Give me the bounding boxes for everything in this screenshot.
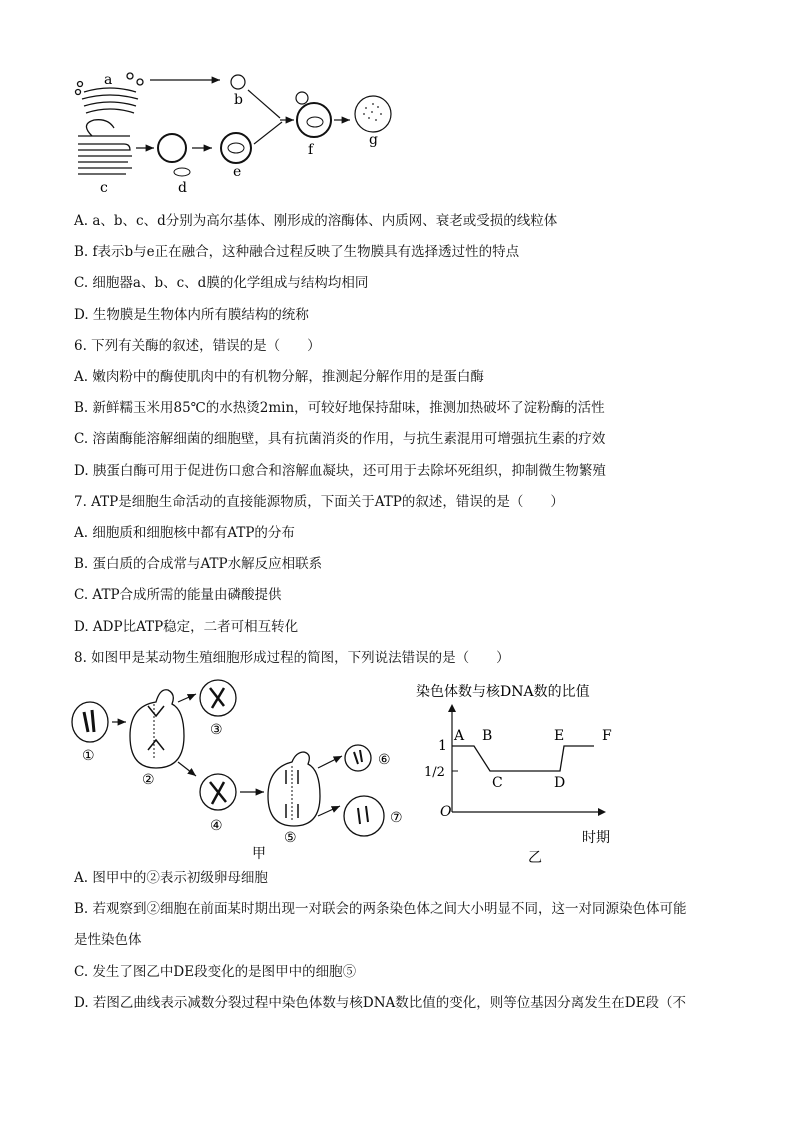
q7-option-c: C. ATP合成所需的能量由磷酸提供 <box>74 587 282 603</box>
cell-label-1: ① <box>82 748 95 764</box>
meiosis-diagram-jia <box>68 676 418 866</box>
autophagosome-d <box>158 134 186 162</box>
cell-1 <box>72 702 108 742</box>
q8-option-b: B. 若观察到②细胞在前面某时期出现一对联会的两条染色体之间大小明显不同，这一对同源染色体可能 <box>74 901 687 917</box>
chart-title: 染色体数与核DNA数的比值 <box>416 684 590 700</box>
label-d: d <box>178 180 187 196</box>
fusion-f <box>297 103 331 137</box>
q6-option-a: A. 嫩肉粉中的酶使肌肉中的有机物分解，推测起分解作用的是蛋白酶 <box>74 369 484 385</box>
cell-7 <box>344 796 384 836</box>
q6-option-b: B. 新鲜糯玉米用85℃的水热烫2min，可较好地保持甜味，推测加热破坏了淀粉酶的活性 <box>74 400 605 416</box>
cell-label-4: ④ <box>210 818 223 834</box>
mitochondrion-d <box>174 168 190 176</box>
ratio-chart-yi <box>410 680 640 866</box>
vesicle-e <box>221 133 251 163</box>
q5-option-d: D. 生物膜是生物体内所有膜结构的统称 <box>74 307 309 323</box>
label-e: e <box>233 164 242 180</box>
q5-option-a: A. a、b、c、d分别为高尔基体、刚形成的溶酶体、内质网、衰老或受损的线粒体 <box>74 213 558 229</box>
q7-stem: 7. ATP是细胞生命活动的直接能源物质，下面关于ATP的叙述，错误的是（ ） <box>74 494 564 510</box>
x-axis-label: 时期 <box>582 830 610 846</box>
label-a: a <box>104 72 113 88</box>
point-label-b: B <box>482 728 493 744</box>
q7-option-b: B. 蛋白质的合成常与ATP水解反应相联系 <box>74 556 323 572</box>
label-f: f <box>308 142 314 158</box>
point-label-f: F <box>602 728 612 744</box>
cell-label-6: ⑥ <box>378 752 391 768</box>
cell-label-5: ⑤ <box>284 830 297 846</box>
q6-option-d: D. 胰蛋白酶可用于促进伤口愈合和溶解血凝块，还可用于去除坏死组织，抑制微生物繁殖 <box>74 463 606 479</box>
q6-stem: 6. 下列有关酶的叙述，错误的是（ ） <box>74 338 321 354</box>
y-tick-half: 1/2 <box>424 765 445 780</box>
lysosome-b <box>231 75 245 89</box>
label-c: c <box>100 180 108 196</box>
ratio-line <box>452 746 594 771</box>
q8-option-a: A. 图甲中的②表示初级卵母细胞 <box>74 870 268 886</box>
cell-2 <box>130 690 184 768</box>
degradation-g <box>355 96 391 132</box>
q8-stem: 8. 如图甲是某动物生殖细胞形成过程的简图，下列说法错误的是（ ） <box>74 650 510 666</box>
label-g: g <box>369 132 378 148</box>
q8-option-d: D. 若图乙曲线表示减数分裂过程中染色体数与核DNA数比值的变化，则等位基因分离发生在DE段（不 <box>74 995 686 1011</box>
cell-label-3: ③ <box>210 722 223 738</box>
endoplasmic-reticulum-c <box>78 120 132 174</box>
y-tick-1: 1 <box>438 738 447 754</box>
cell-6 <box>345 745 371 771</box>
q8-option-c: C. 发生了图乙中DE段变化的是图甲中的细胞⑤ <box>74 964 357 980</box>
point-label-d: D <box>554 775 566 791</box>
point-label-a: A <box>454 728 465 744</box>
cell-label-2: ② <box>142 772 155 788</box>
q7-option-d: D. ADP比ATP稳定，二者可相互转化 <box>74 619 299 635</box>
label-b: b <box>234 92 243 108</box>
cell-5 <box>268 752 320 826</box>
origin-label: O <box>440 804 452 820</box>
fig-jia-caption: 甲 <box>252 846 266 862</box>
cell-label-7: ⑦ <box>390 810 403 826</box>
point-label-e: E <box>554 728 565 744</box>
q7-option-a: A. 细胞质和细胞核中都有ATP的分布 <box>74 525 295 541</box>
fig-yi-caption: 乙 <box>528 850 542 866</box>
q8-option-b-cont: 是性染色体 <box>74 932 142 948</box>
q5-option-c: C. 细胞器a、b、c、d膜的化学组成与结构均相同 <box>74 275 369 291</box>
q6-option-c: C. 溶菌酶能溶解细菌的细胞壁，具有抗菌消炎的作用，与抗生素混用可增强抗生素的疗效 <box>74 431 606 447</box>
organelle-diagram <box>70 62 410 200</box>
point-label-c: C <box>492 775 503 791</box>
q5-option-b: B. f表示b与e正在融合，这种融合过程反映了生物膜具有选择透过性的特点 <box>74 244 520 260</box>
